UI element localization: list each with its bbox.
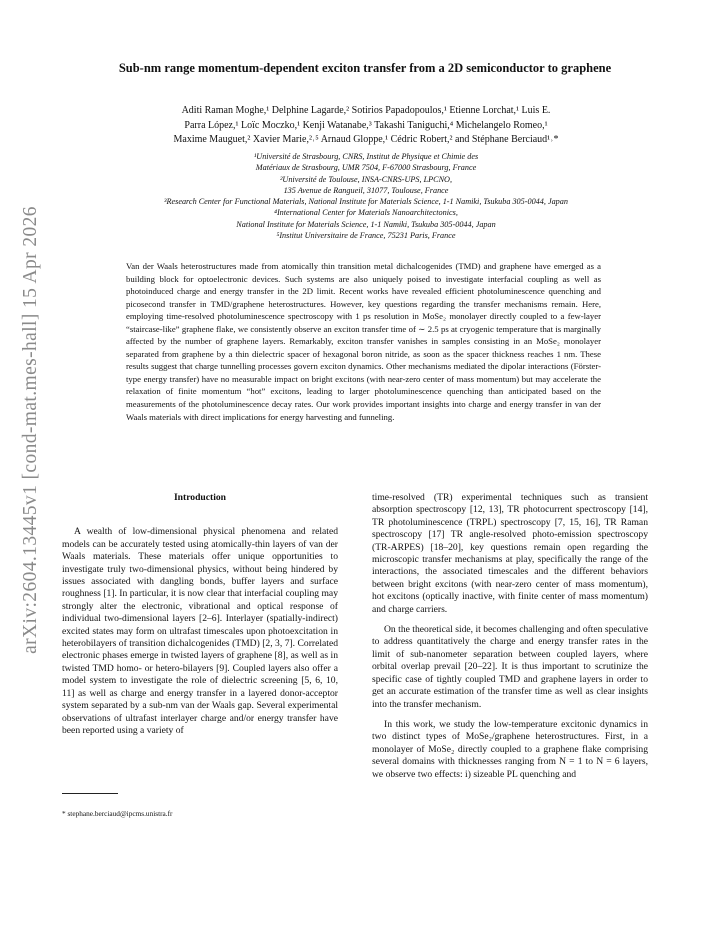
affiliation-line: ⁵Institut Universitaire de France, 75231 Paris, France <box>276 231 456 241</box>
body-paragraph: On the theoretical side, it becomes challenging and often speculative to address quantitatively the charge and energy transfer rates in the limit of sub-nanometer separation between coupled layers, where orbital overlap prevail [20–22]. It is thus important to scrutinize the specific case of tightly coupled TMD and graphene layers in order to get an accurate estimation of the transfer time as well as clear insights into the transfer mechanism. <box>372 624 648 710</box>
affiliation-line: National Institute for Materials Science, 1-1 Namiki, Tsukuba 305-0044, Japan <box>236 219 496 229</box>
affiliation-line: 135 Avenue de Rangueil, 31077, Toulouse, France <box>283 185 449 195</box>
affiliation-list <box>60 151 672 241</box>
left-column <box>62 492 338 745</box>
footnote-email: * stephane.berciaud@ipcms.unistra.fr <box>62 809 173 818</box>
affiliation-line: ⁴International Center for Materials Nanoarchitectonics, <box>274 208 458 218</box>
abstract: Van der Waals heterostructures made from atomically thin transition metal dichalcogenides (TMD) and graphene have emerged as a building block for optoelectronic devices. Such systems are also uniquely poised to investigate interfacial coupling as well as photoinduced charge and energy transfer in the 2D limit. Recent works have revealed efficient photoluminescence quenching and picosecond transfer in TMD/graphene heterostructures. However, key questions regarding the transfer mechanisms remain. Here, employing time-resolved photoluminescence spectroscopy with 1 ps resolution in MoSe₂ monolayer directly coupled to a few-layer “staircase-like” graphene flake, we consistently observe an exciton transfer time of ∼ 2.5 ps at cryogenic temperature that is marginally affected by the number of graphene layers. Remarkably, exciton transfer vanishes in samples consisting in an MoSe₂ monolayer separated from graphene by a thin dielectric spacer of hexagonal boron nitride, as soon as the spacer thickness reaches 1 nm. These results suggest that charge tunnelling processes govern exciton dynamics. Other mechanisms mediated the dipolar interactions (Förster-type energy transfer) have no measurable impact on bright excitons (with near-zero center of mass momentum) but may accelerate the relaxation of finite momentum “hot” excitons, leading to larger photoluminescence quenching than anticipated based on the measurements of the photoluminescence decay rates. Our work provides important insights into charge and energy transfer in van der Waals materials with direct implications for energy harvesting and funneling. <box>126 261 601 422</box>
affiliation-line: ¹Université de Strasbourg, CNRS, Institut de Physique et Chimie des <box>253 152 479 161</box>
section-heading-introduction: Introduction <box>173 492 227 503</box>
arxiv-sidebar-stamp <box>8 200 54 660</box>
footnote-rule <box>62 793 118 794</box>
affiliation-line: ³Research Center for Functional Materials, National Institute for Materials Science, 1-1 Namiki, Tsukuba 305-0044, Japan <box>164 197 568 207</box>
author-line: Aditi Raman Moghe,¹ Delphine Lagarde,² Sotirios Papadopoulos,¹ Etienne Lorchat,¹ Luis E. <box>181 105 551 116</box>
affiliation-line: ²Université de Toulouse, INSA-CNRS-UPS, LPCNO, <box>279 174 453 184</box>
author-list <box>80 104 652 148</box>
author-line: Maxime Mauguet,² Xavier Marie,²˒⁵ Arnaud Gloppe,¹ Cédric Robert,² and Stéphane Berciaud¹˒* <box>173 134 559 145</box>
arxiv-identifier: arXiv:2604.13445v1 [cond-mat.mes-hall] 15 Apr 2026 <box>20 206 41 654</box>
body-paragraph: A wealth of low-dimensional physical phenomena and related models can be accurately tested using atomically-thin layers of van der Waals materials. These materials offer unique opportunities to investigate truly two-dimensional physics, without being hindered by issues associated with dangling bonds, buffer layers and surface roughness [1]. In particular, it is now clear that interfacial coupling may strongly alter the electronic, vibrational and optical response of individual two-dimensional layers [2–6]. Interlayer (spatially-indirect) excited states may form on ultrafast timescales upon photoexcitation in heterobilayers of transition dichalcogenides (TMD) [2, 3, 7]. Correlated electronic phases emerge in twisted layers of graphene [8], as well as in twisted TMD homo- or hetero-bilayers [9]. Coupled layers also offer a model system to investigate the role of dielectric screening [5, 6, 10, 11] as well as charge and energy transfer in a layered donor-acceptor system separated by a sub-nm van der Waals gap. Several experimental observations of ultrafast interlayer charge and/or energy transfer have been reported using a variety of <box>62 526 338 736</box>
body-paragraph: time-resolved (TR) experimental techniques such as transient absorption spectroscopy [12, 13], TR photocurrent spectroscopy [14], TR photoluminescence (TRPL) spectroscopy [7, 15, 16], TR Raman spectroscopy [17] TR angle-resolved photo-emission spectroscopy (TR-ARPES) [18–20], key questions remain open regarding the microscopic transfer mechanisms at play, specifically the range of the interactions, the associated timescales and the different behaviors between bright excitons (with near-zero center of mass momentum), hot excitons (optically inactive, with finite center of mass momentum) and charge carriers. <box>372 492 648 615</box>
body-paragraph: In this work, we study the low-temperature excitonic dynamics in two distinct types of MoSe₂/graphene heterostructures. First, in a monolayer of MoSe₂ directly coupled to a graphene flake comprising several domains with thicknesses ranging from N = 1 to N = 6 layers, we observe two effects: i) sizeable PL quenching and <box>372 718 648 780</box>
affiliation-line: Matériaux de Strasbourg, UMR 7504, F-67000 Strasbourg, France <box>255 163 477 173</box>
author-line: Parra López,¹ Loïc Moczko,¹ Kenji Watanabe,³ Takashi Taniguchi,⁴ Michelangelo Romeo,¹ <box>184 119 548 131</box>
right-column <box>372 492 648 789</box>
paper-title: Sub-nm range momentum-dependent exciton transfer from a 2D semiconductor to graphene <box>118 61 612 75</box>
